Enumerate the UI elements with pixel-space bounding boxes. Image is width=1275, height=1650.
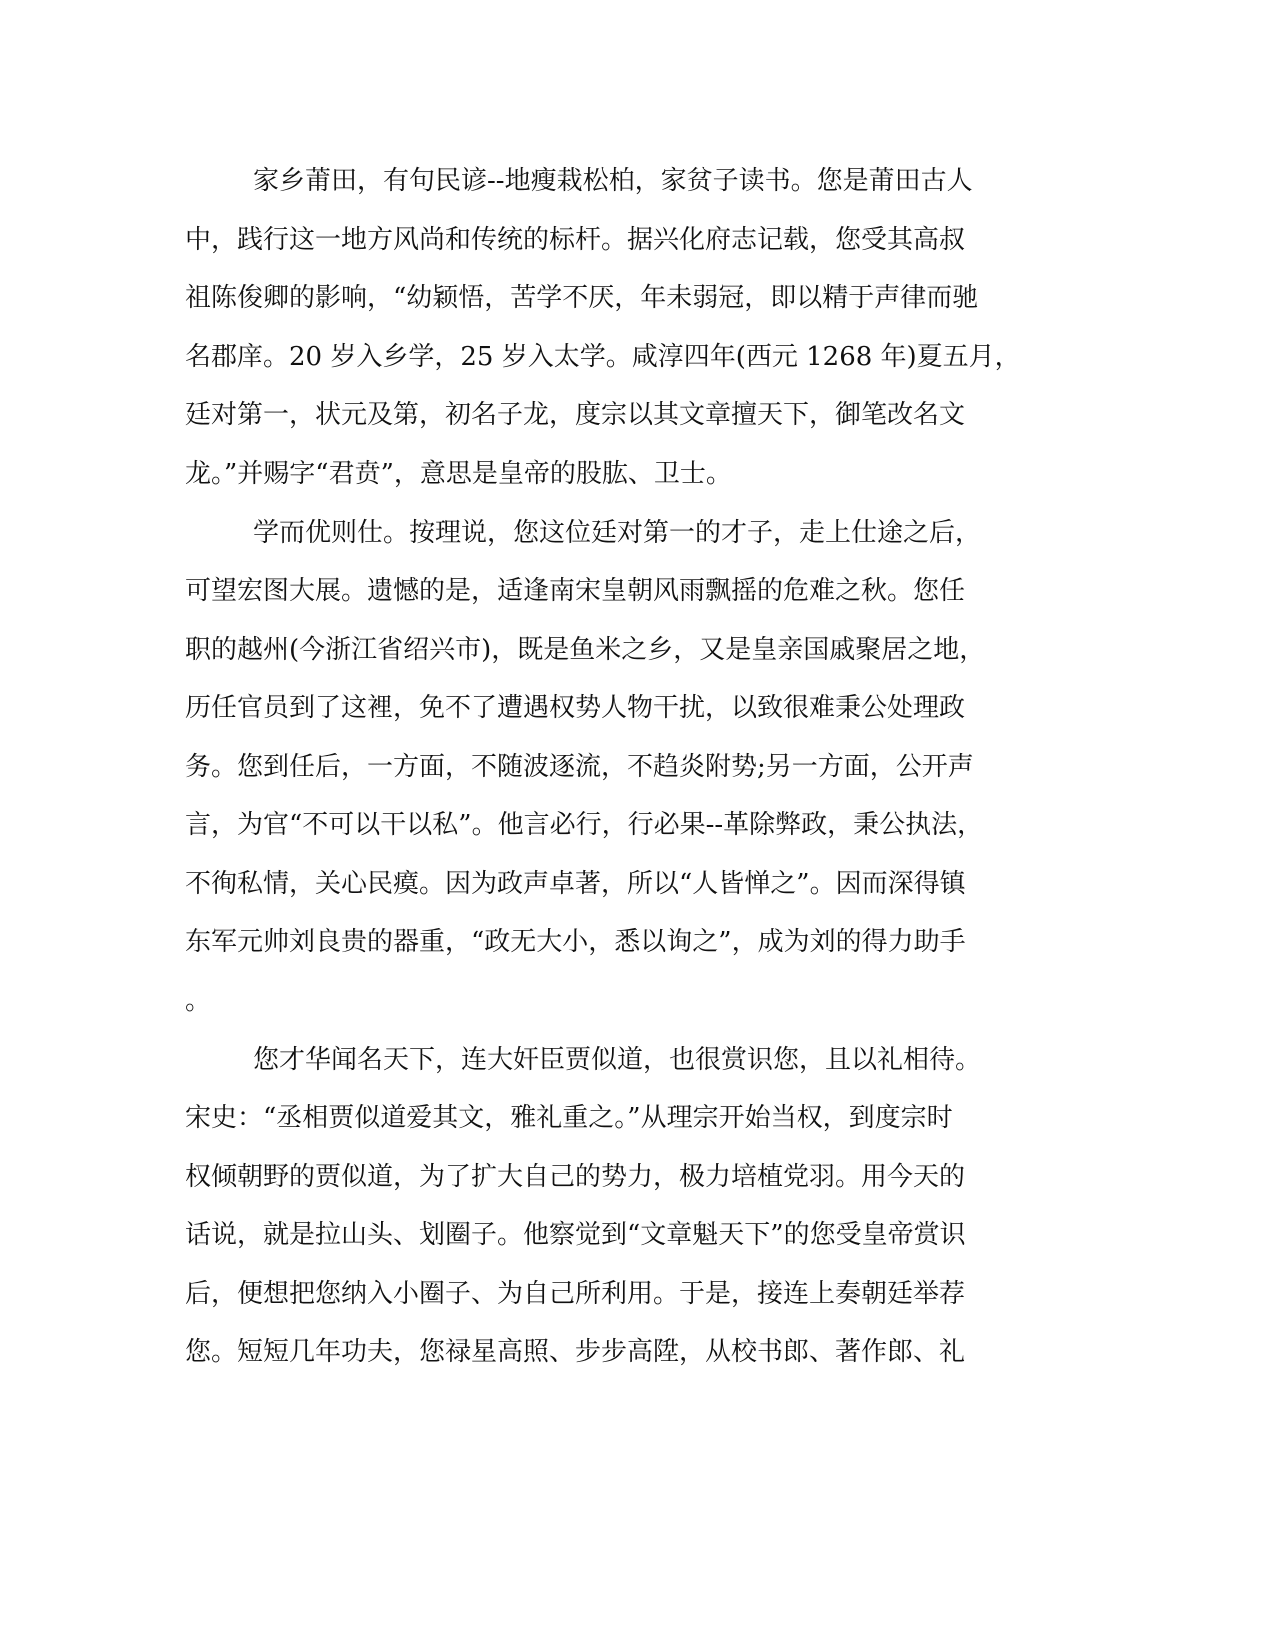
paragraph-2-line-2: 可望宏图大展。遗憾的是，适逢南宋皇朝风雨飘摇的危难之秋。您任 — [185, 576, 966, 606]
paragraph-3-line-1: 您才华闻名天下，连大奸臣贾似道，也很赏识您，且以礼相待。 — [253, 1045, 982, 1075]
paragraph-2-line-3: 职的越州(今浙江省绍兴市)，既是鱼米之乡，又是皇亲国戚聚居之地， — [185, 635, 986, 665]
paragraph-3-line-2: 宋史：“丞相贾似道爱其文，雅礼重之。”从理宗开始当权，到度宗时 — [185, 1103, 953, 1133]
paragraph-2-line-4: 历任官员到了这裡，免不了遭遇权势人物干扰，以致很难秉公处理政 — [185, 693, 966, 723]
paragraph-2-line-9: 。 — [185, 986, 212, 1016]
paragraph-1-line-6: 龙。”并赐字“君贲”，意思是皇帝的股肱、卫士。 — [185, 459, 732, 489]
paragraph-1-line-1: 家乡莆田，有句民谚--地瘦栽松柏，家贫子读书。您是莆田古人 — [253, 166, 973, 196]
paragraph-2-line-1: 学而优则仕。按理说，您这位廷对第一的才子，走上仕途之后， — [253, 518, 982, 548]
paragraph-2-line-5: 务。您到任后，一方面，不随波逐流，不趋炎附势;另一方面，公开声 — [185, 752, 974, 782]
paragraph-2-line-8: 东军元帅刘良贵的器重，“政无大小，悉以询之”，成为刘的得力助手 — [185, 927, 966, 957]
paragraph-1-line-4: 名郡庠。20 岁入乡学，25 岁入太学。咸淳四年(西元 1268 年)夏五月， — [185, 342, 1021, 372]
paragraph-1-line-3: 祖陈俊卿的影响，“幼颖悟，苦学不厌，年未弱冠，即以精于声律而驰 — [185, 283, 979, 313]
paragraph-3-line-4: 话说，就是拉山头、划圈子。他察觉到“文章魁天下”的您受皇帝赏识 — [185, 1220, 966, 1250]
paragraph-1-line-2: 中，践行这一地方风尚和传统的标杆。据兴化府志记载，您受其高叔 — [185, 225, 966, 255]
paragraph-3-line-5: 后，便想把您纳入小圈子、为自己所利用。于是，接连上奏朝廷举荐 — [185, 1279, 966, 1309]
paragraph-3-line-3: 权倾朝野的贾似道，为了扩大自己的势力，极力培植党羽。用今天的 — [185, 1162, 966, 1192]
paragraph-2-line-7: 不徇私情，关心民瘼。因为政声卓著，所以“人皆惮之”。因而深得镇 — [185, 869, 966, 899]
paragraph-2-line-6: 言，为官“不可以干以私”。他言必行，行必果--革除弊政，秉公执法， — [185, 810, 984, 840]
paragraph-1-line-5: 廷对第一，状元及第，初名子龙，度宗以其文章擅天下，御笔改名文 — [185, 400, 966, 430]
paragraph-3-line-6: 您。短短几年功夫，您禄星高照、步步高陞，从校书郎、著作郎、礼 — [185, 1337, 966, 1367]
